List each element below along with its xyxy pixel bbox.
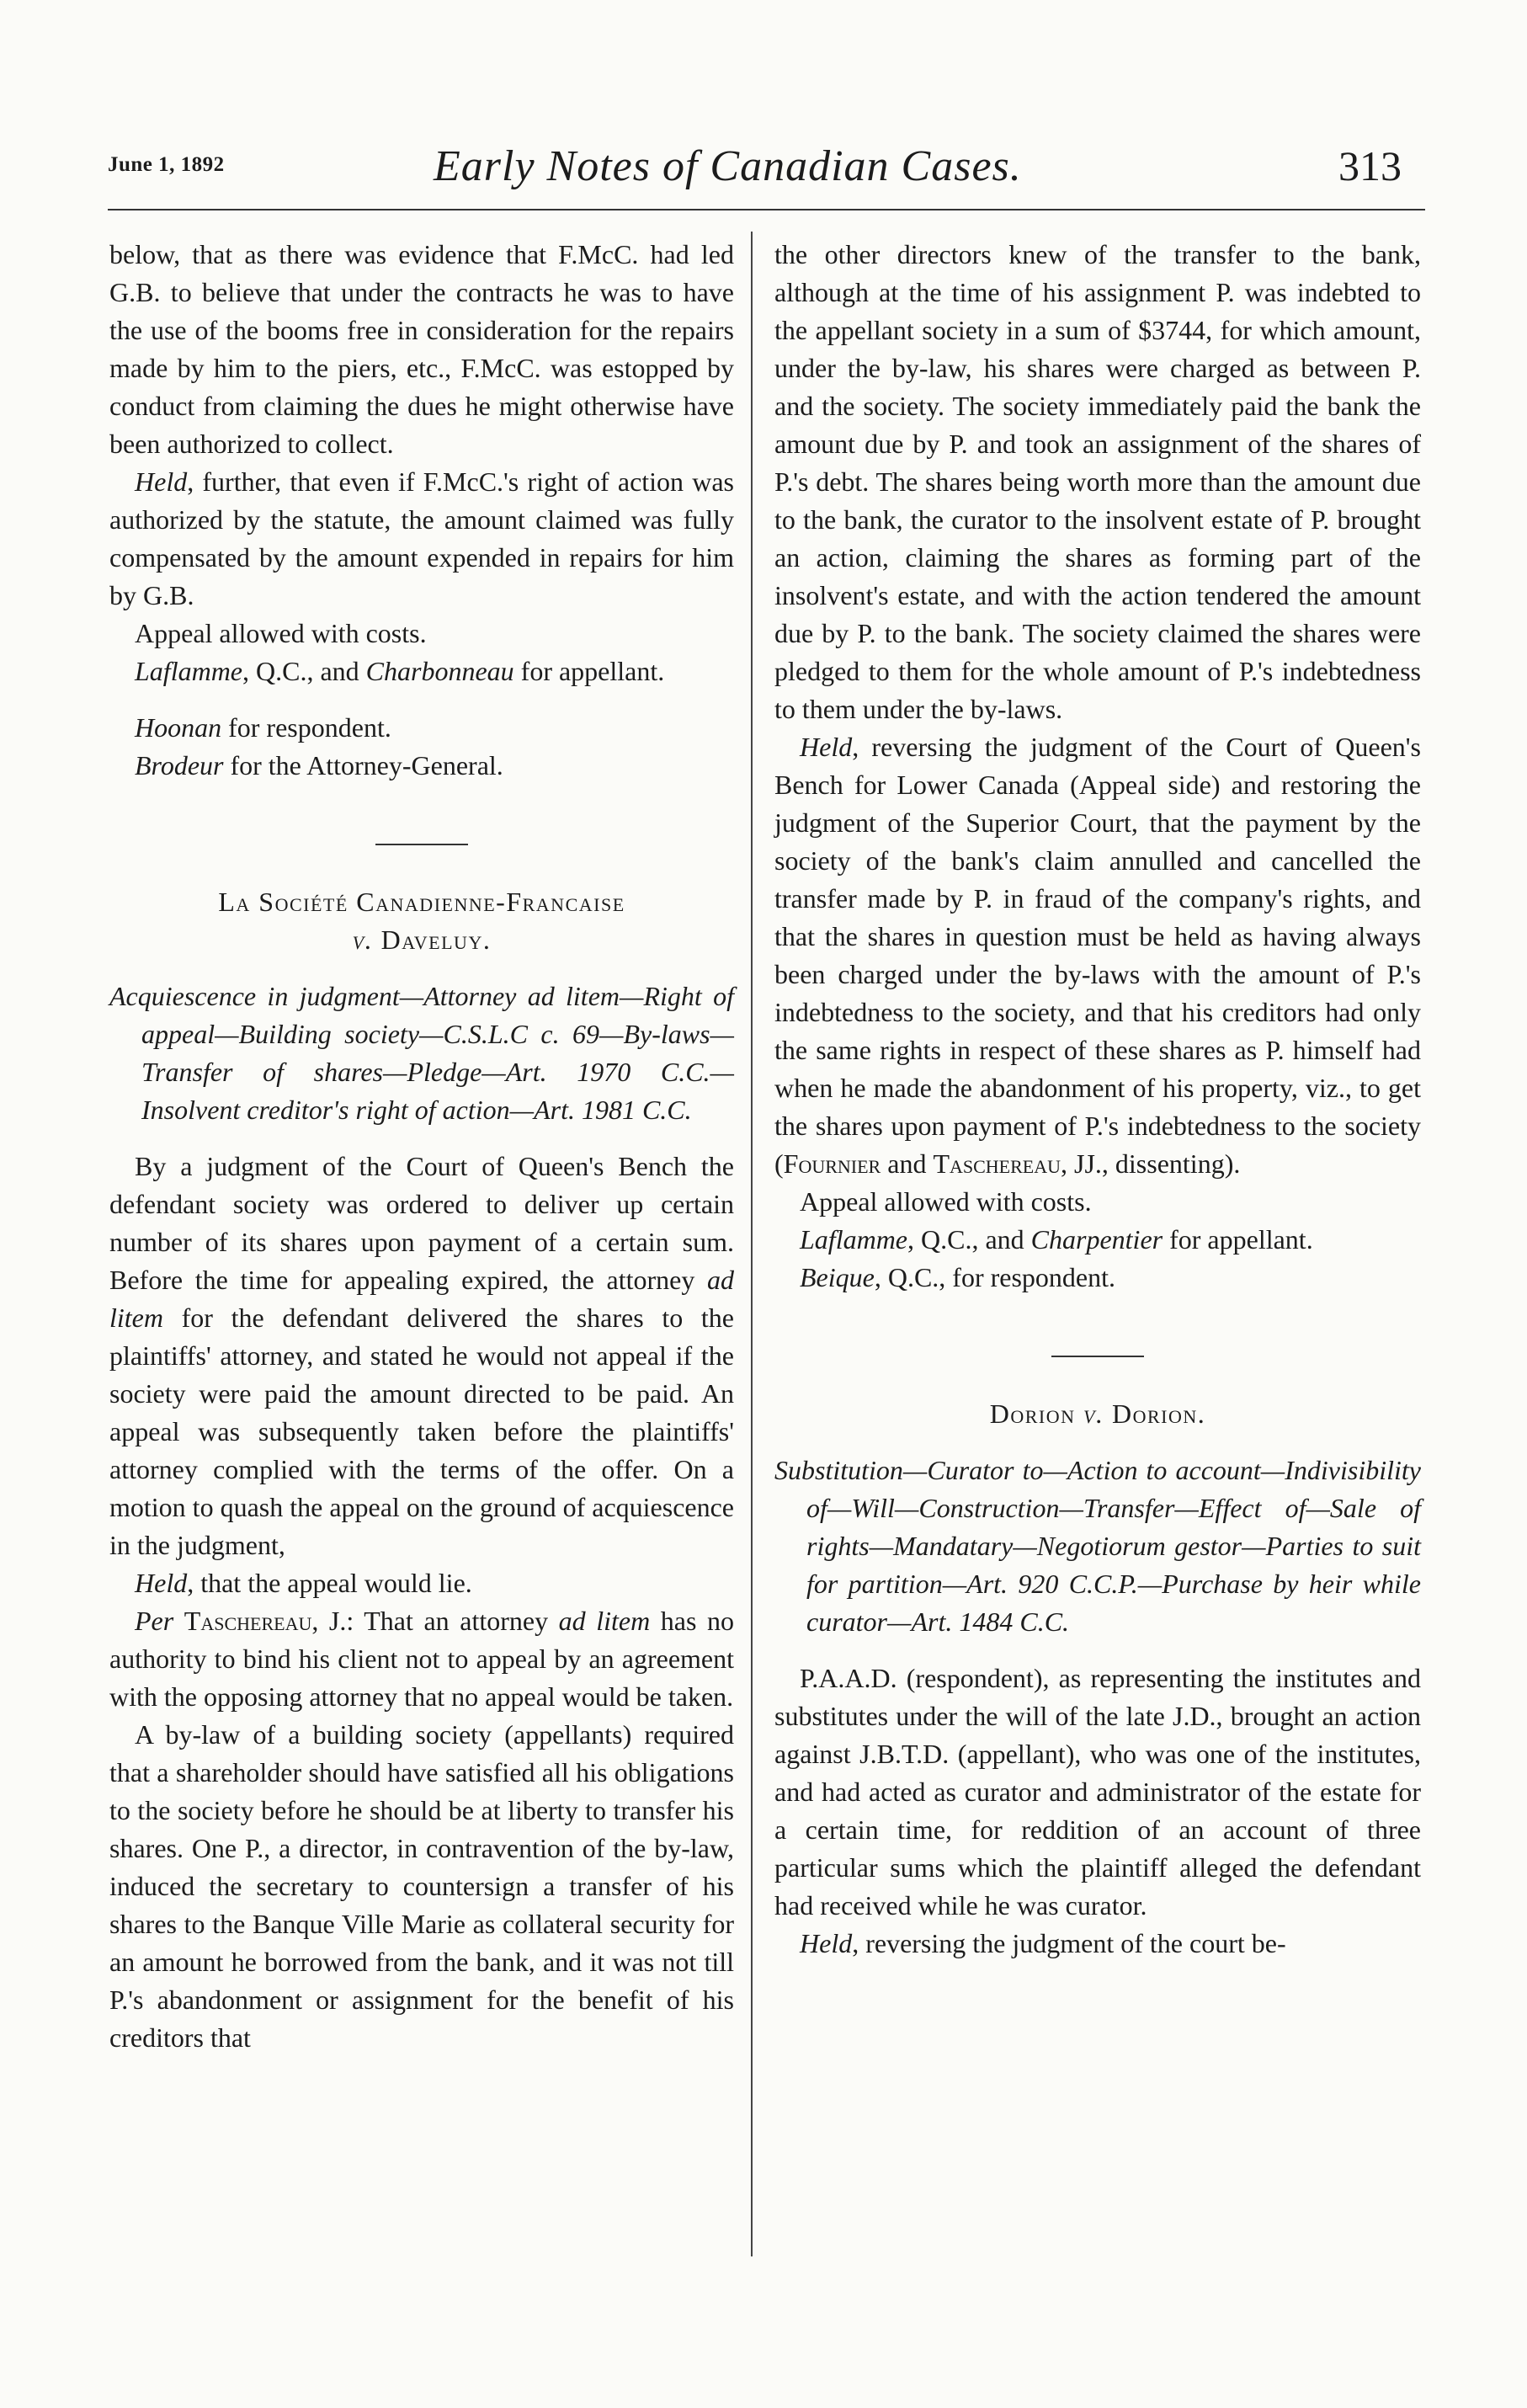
running-title: Early Notes of Canadian Cases. [434, 142, 1022, 190]
right-column [774, 236, 1421, 1963]
paragraph: Per Taschereau, J.: That an attorney ad litem has no authority to bind his client not to appeal by an agreement with the opposing attorney that no appeal would be taken. [109, 1606, 735, 1712]
counsel-line: Laflamme, Q.C., and Charpentier for appellant. [800, 1224, 1313, 1255]
case-title: v. Daveluy. [352, 924, 492, 955]
paragraph: below, that as there was evidence that F.McC. had led G.B. to believe that under the contracts he was to have the use of the booms free in consideration for the repairs made by him to the piers, etc., F.McC. was estopped by conduct from claiming the dues he might otherwise have been authorized to collect. [109, 239, 734, 459]
headnote: Substitution—Curator to—Action to account—Indivisibility of—Will—Construction—Transfer—Effect of—Sale of rights—Mandatary—Negotiorum gestor—Parties to suit for partition—Art. 920 C.C.P.—Purchase by heir while curator—Art. 1484 C.C. [774, 1455, 1421, 1637]
headnote: Acquiescence in judgment—Attorney ad litem—Right of appeal—Building society—C.S.L.C c. 69—By-laws—Transfer of shares—Pledge—Art. 1970 C.C.—Insolvent creditor's right of action—Art. 1981 C.C. [109, 981, 734, 1125]
paragraph: the other directors knew of the transfer to the bank, although at the time of his assignment P. was indebted to the appellant society in a sum of $3744, for which amount, under the by-law, his shares were charged as between P. and the society. The society immediately paid the bank the amount due by P. and took an assignment of the shares of P.'s debt. The shares being worth more than the amount due to the bank, the curator to the insolvent estate of P. brought an action, claiming the shares as forming part of the insolvent's estate, and with the action tendered the amount due by P. to the bank. The society claimed the shares were pledged to them for the whole amount of P.'s indebtedness to them under the by-laws. [774, 239, 1421, 724]
page-number: 313 [1338, 142, 1402, 189]
paragraph: A by-law of a building society (appellants) required that a shareholder should have satisfied all his obligations to the society before he should be at liberty to transfer his shares. One P., a director, in contravention of the by-law, induced the secretary to countersign a transfer of his shares to the Banque Ville Marie as collateral security for an amount he borrowed from the bank, and it was not till P.'s abandonment or assignment for the benefit of his creditors that [109, 1719, 734, 2053]
paragraph: Appeal allowed with costs. [135, 618, 427, 648]
paragraph: Held, reversing the judgment of the Court of Queen's Bench for Lower Canada (Appeal side) and restoring the judgment of the Superior Court, that the payment by the society of the bank's claim annulled and cancelled the transfer made by P. in fraud of the company's rights, and that the shares in question must be held as having always been charged under the by-laws with the amount of P.'s indebtedness to the society, and that his creditors had only the same rights in respect of these shares as P. himself had when he made the abandonment of his property, viz., to get the shares upon payment of P.'s indebtedness to the society (Fournier and Taschereau, JJ., dissenting). [774, 732, 1421, 1179]
paragraph: Held, further, that even if F.McC.'s right of action was authorized by the statute, the amount claimed was fully compensated by the amount expended in repairs for him by G.B. [109, 466, 734, 610]
counsel-line: Hoonan for respondent. [135, 712, 391, 743]
paragraph: Held, reversing the judgment of the court be- [800, 1928, 1286, 1958]
counsel-line: Brodeur for the Attorney-General. [135, 750, 503, 780]
left-column [109, 236, 734, 2057]
header-rule [108, 209, 1425, 210]
paragraph: P.A.A.D. (respondent), as representing the institutes and substitutes under the will of the late J.D., brought an action against J.B.T.D. (appellant), who was one of the institutes, and had acted as curator and administrator of the estate for a certain time, for reddition of an account of three particular sums which the plaintiff alleged the defendant had received while he was curator. [774, 1663, 1421, 1921]
counsel-line: Laflamme, Q.C., and Charbonneau for appellant. [135, 656, 665, 686]
column-divider [751, 232, 753, 2256]
paragraph: By a judgment of the Court of Queen's Bench the defendant society was ordered to deliver up certain number of its shares upon payment of a certain sum. Before the time for appealing expired, the attorney ad litem for the defendant delivered the shares to the plaintiffs' attorney, and stated he would not appeal if the society were paid the amount directed to be paid. An appeal was subsequently taken before the plaintiffs' attorney complied with the terms of the offer. On a motion to quash the appeal on the ground of acquiescence in the judgment, [109, 1151, 734, 1560]
paragraph: Appeal allowed with costs. [800, 1186, 1092, 1217]
paragraph: Held, that the appeal would lie. [135, 1568, 472, 1598]
header-date: June 1, 1892 [108, 153, 225, 176]
case-title: La Société Canadienne-Francaise [218, 887, 625, 917]
counsel-line: Beique, Q.C., for respondent. [800, 1262, 1116, 1292]
case-title: Dorion v. Dorion. [989, 1398, 1206, 1429]
